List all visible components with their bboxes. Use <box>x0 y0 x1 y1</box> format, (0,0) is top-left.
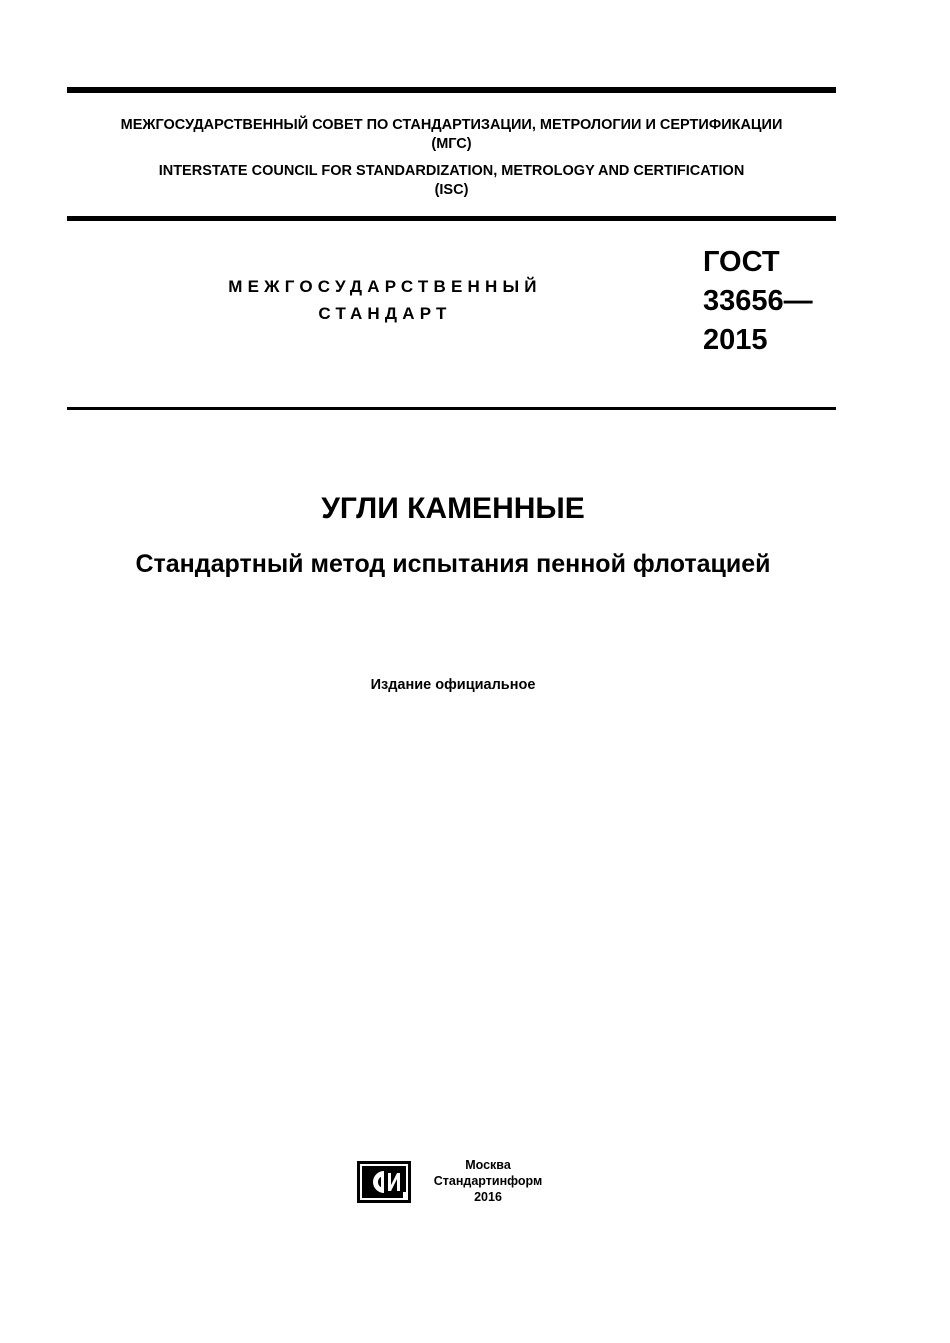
council-name-en-line: INTERSTATE COUNCIL FOR STANDARDIZATION, METROLOGY AND CERTIFICATION <box>158 163 745 179</box>
top-rule <box>67 87 836 93</box>
edition-note: Издание официальное <box>370 677 536 693</box>
standartinform-logo-icon <box>357 1161 411 1203</box>
bottom-rule <box>67 407 836 410</box>
designation-number: 33656— <box>703 285 813 317</box>
publisher-city: Москва <box>465 1158 511 1172</box>
council-name-ru <box>67 116 836 154</box>
publisher-block <box>418 1157 558 1205</box>
document-title: УГЛИ КАМЕННЫЕ <box>321 492 585 525</box>
council-abbr-en: (ISC) <box>434 182 469 198</box>
middle-rule <box>67 216 836 221</box>
standard-type-line2: СТАНДАРТ <box>318 304 452 323</box>
document-subtitle: Стандартный метод испытания пенной флотацией <box>135 550 771 578</box>
council-name-en <box>67 162 836 200</box>
publisher-year: 2016 <box>474 1190 502 1204</box>
designation-prefix: ГОСТ <box>703 246 780 278</box>
standard-type-line1: МЕЖГОСУДАРСТВЕННЫЙ <box>228 277 542 296</box>
designation-year: 2015 <box>703 324 768 356</box>
council-name-ru-line: МЕЖГОСУДАРСТВЕННЫЙ СОВЕТ ПО СТАНДАРТИЗАЦИИ, МЕТРОЛОГИИ И СЕРТИФИКАЦИИ <box>120 117 783 133</box>
council-abbr-ru: (МГС) <box>431 136 472 152</box>
publisher-name: Стандартинформ <box>433 1174 543 1188</box>
